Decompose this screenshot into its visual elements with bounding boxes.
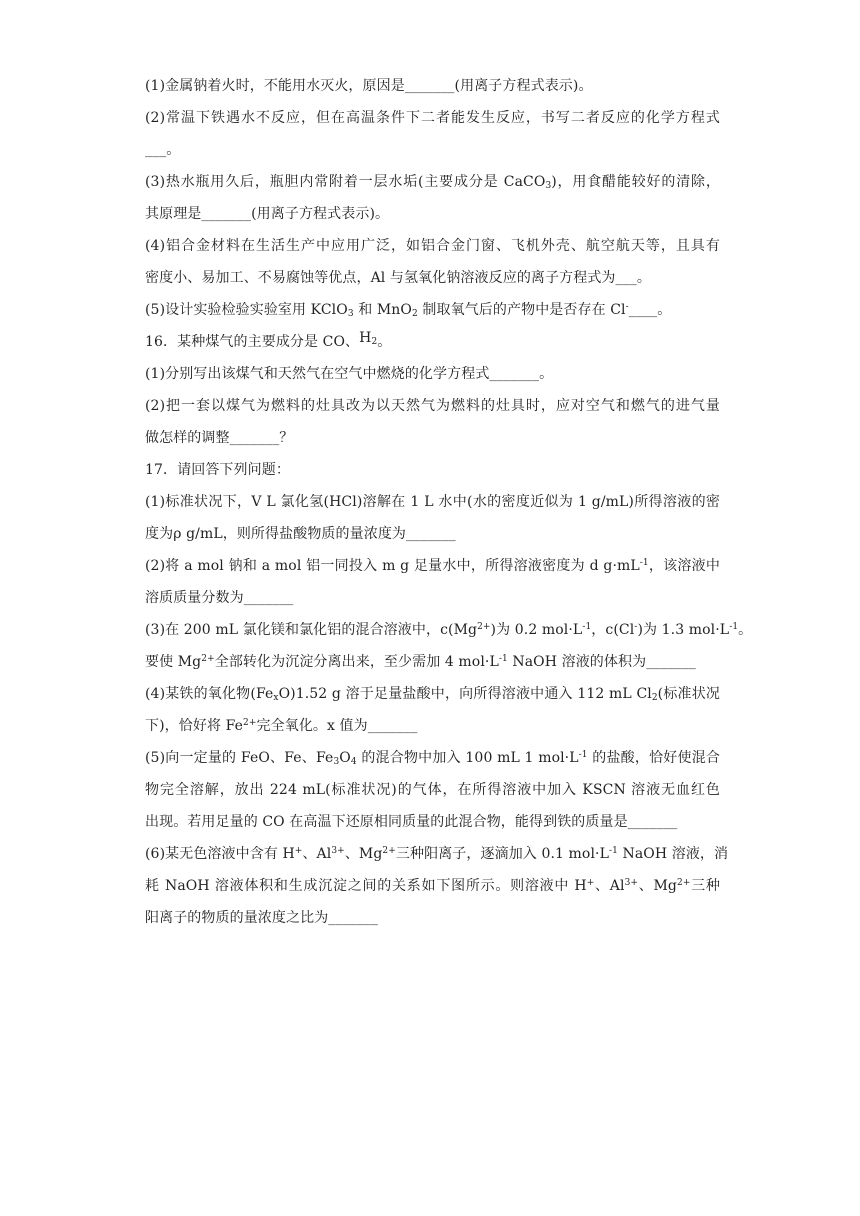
q16-part2: (2)把一套以煤气为燃料的灶具改为以天然气为燃料的灶具时，应对空气和燃气的进气量 <box>145 398 720 414</box>
q17-part2: (2)将 a mol 钠和 a mol 铝一同投入 m g 足量水中，所得溶液密度为 d $g\cdot mL^{-1}$，该溶液中 <box>145 558 721 574</box>
q17-part1-cont: 度为ρ g/mL，则所得盐酸物质的量浓度为_______ <box>145 526 456 542</box>
q17-part6-cont1: 耗 NaOH 溶液体积和生成沉淀之间的关系如下图所示。则溶液中 H+、$Al^{3+}$、$Mg^{2+}$三种 <box>145 878 720 894</box>
q17-part5: (5)向一定量的 FeO、Fe、$Fe_3O_4$ 的混合物中加入 100 mL 1 $mol\cdot L^{-1}$ 的盐酸，恰好使混合 <box>145 750 720 767</box>
q17-part3-cont: 要使 $Mg^{2+}$全部转化为沉淀分离出来，至少需加 4 $mol\cdot L^{-1}$ NaOH 溶液的体积为_______ <box>145 654 696 670</box>
q16-part2-cont: 做怎样的调整_______？ <box>145 430 294 446</box>
question-body <box>145 70 753 934</box>
q17-part5-cont1: 物完全溶解，放出 224 mL(标准状况)的气体，在所得溶液中加入 KSCN 溶液无血红色 <box>145 782 720 798</box>
q15-part3-cont: 其原理是_______(用离子方程式表示)。 <box>145 206 390 222</box>
q17-part6: (6)某无色溶液中含有 H+、$Al^{3+}$、$Mg^{2+}$三种阳离子，逐滴加入 0.1 $mol\cdot L^{-1}$ NaOH 溶液，消 <box>145 846 729 862</box>
q17-part4-cont: 下)，恰好将 $Fe^{2+}$完全氧化。x 值为_______ <box>145 718 418 734</box>
q15-part2: (2)常温下铁遇水不反应，但在高温条件下二者能发生反应，书写二者反应的化学方程式 <box>145 110 720 126</box>
q17-part1: (1)标准状况下，V L 氯化氢(HCl)溶解在 1 L 水中(水的密度近似为 1 g/mL)所得溶液的密 <box>145 494 720 510</box>
q17-part4: (4)某铁的氧化物$(Fe_xO)1.52$ g 溶于足量盐酸中，向所得溶液中通入 112 mL $Cl_2$(标准状况 <box>145 686 721 703</box>
q17-part5-cont2: 出现。若用足量的 CO 在高温下还原相同质量的此混合物，能得到铁的质量是_______ <box>145 814 678 830</box>
q17-part2-cont: 溶质质量分数为_______ <box>145 590 294 606</box>
q15-part1: (1)金属钠着火时，不能用水灭火，原因是_______(用离子方程式表示)。 <box>145 78 593 94</box>
q15-part4: (4)铝合金材料在生活生产中应用广泛，如铝合金门窗、飞机外壳、航空航天等，且具有 <box>145 238 720 254</box>
h2-formula: $H_2$ <box>359 330 378 347</box>
q17-part3: (3)在 200 mL 氯化镁和氯化铝的混合溶液中，$c(Mg^{2+})$为 0.2 $mol\cdot L^{-1}$，c(Cl-)为 1.3 $mol\cdot L^{-1}$。 <box>145 622 753 638</box>
q16-stem: 16．某种煤气的主要成分是 CO、$H_2$。 <box>145 326 720 358</box>
q16-part1: (1)分别写出该煤气和天然气在空气中燃烧的化学方程式_______。 <box>145 366 554 382</box>
q15-part5: (5)设计实验检验实验室用 KClO$_3$ 和 MnO$_2$ 制取氧气后的产物中是否存在 Cl-____。 <box>145 302 672 319</box>
q17-part6-cont2: 阳离子的物质的量浓度之比为_______ <box>145 910 378 926</box>
q17-stem: 17．请回答下列问题： <box>145 462 290 478</box>
q15-part2-cont: ___。 <box>145 142 181 158</box>
q15-part3: (3)热水瓶用久后，瓶胆内常附着一层水垢(主要成分是 CaCO$_3$)，用食醋能较好的清除， <box>145 174 720 191</box>
q15-part4-cont: 密度小、易加工、不易腐蚀等优点，Al 与氢氧化钠溶液反应的离子方程式为___。 <box>145 270 651 286</box>
